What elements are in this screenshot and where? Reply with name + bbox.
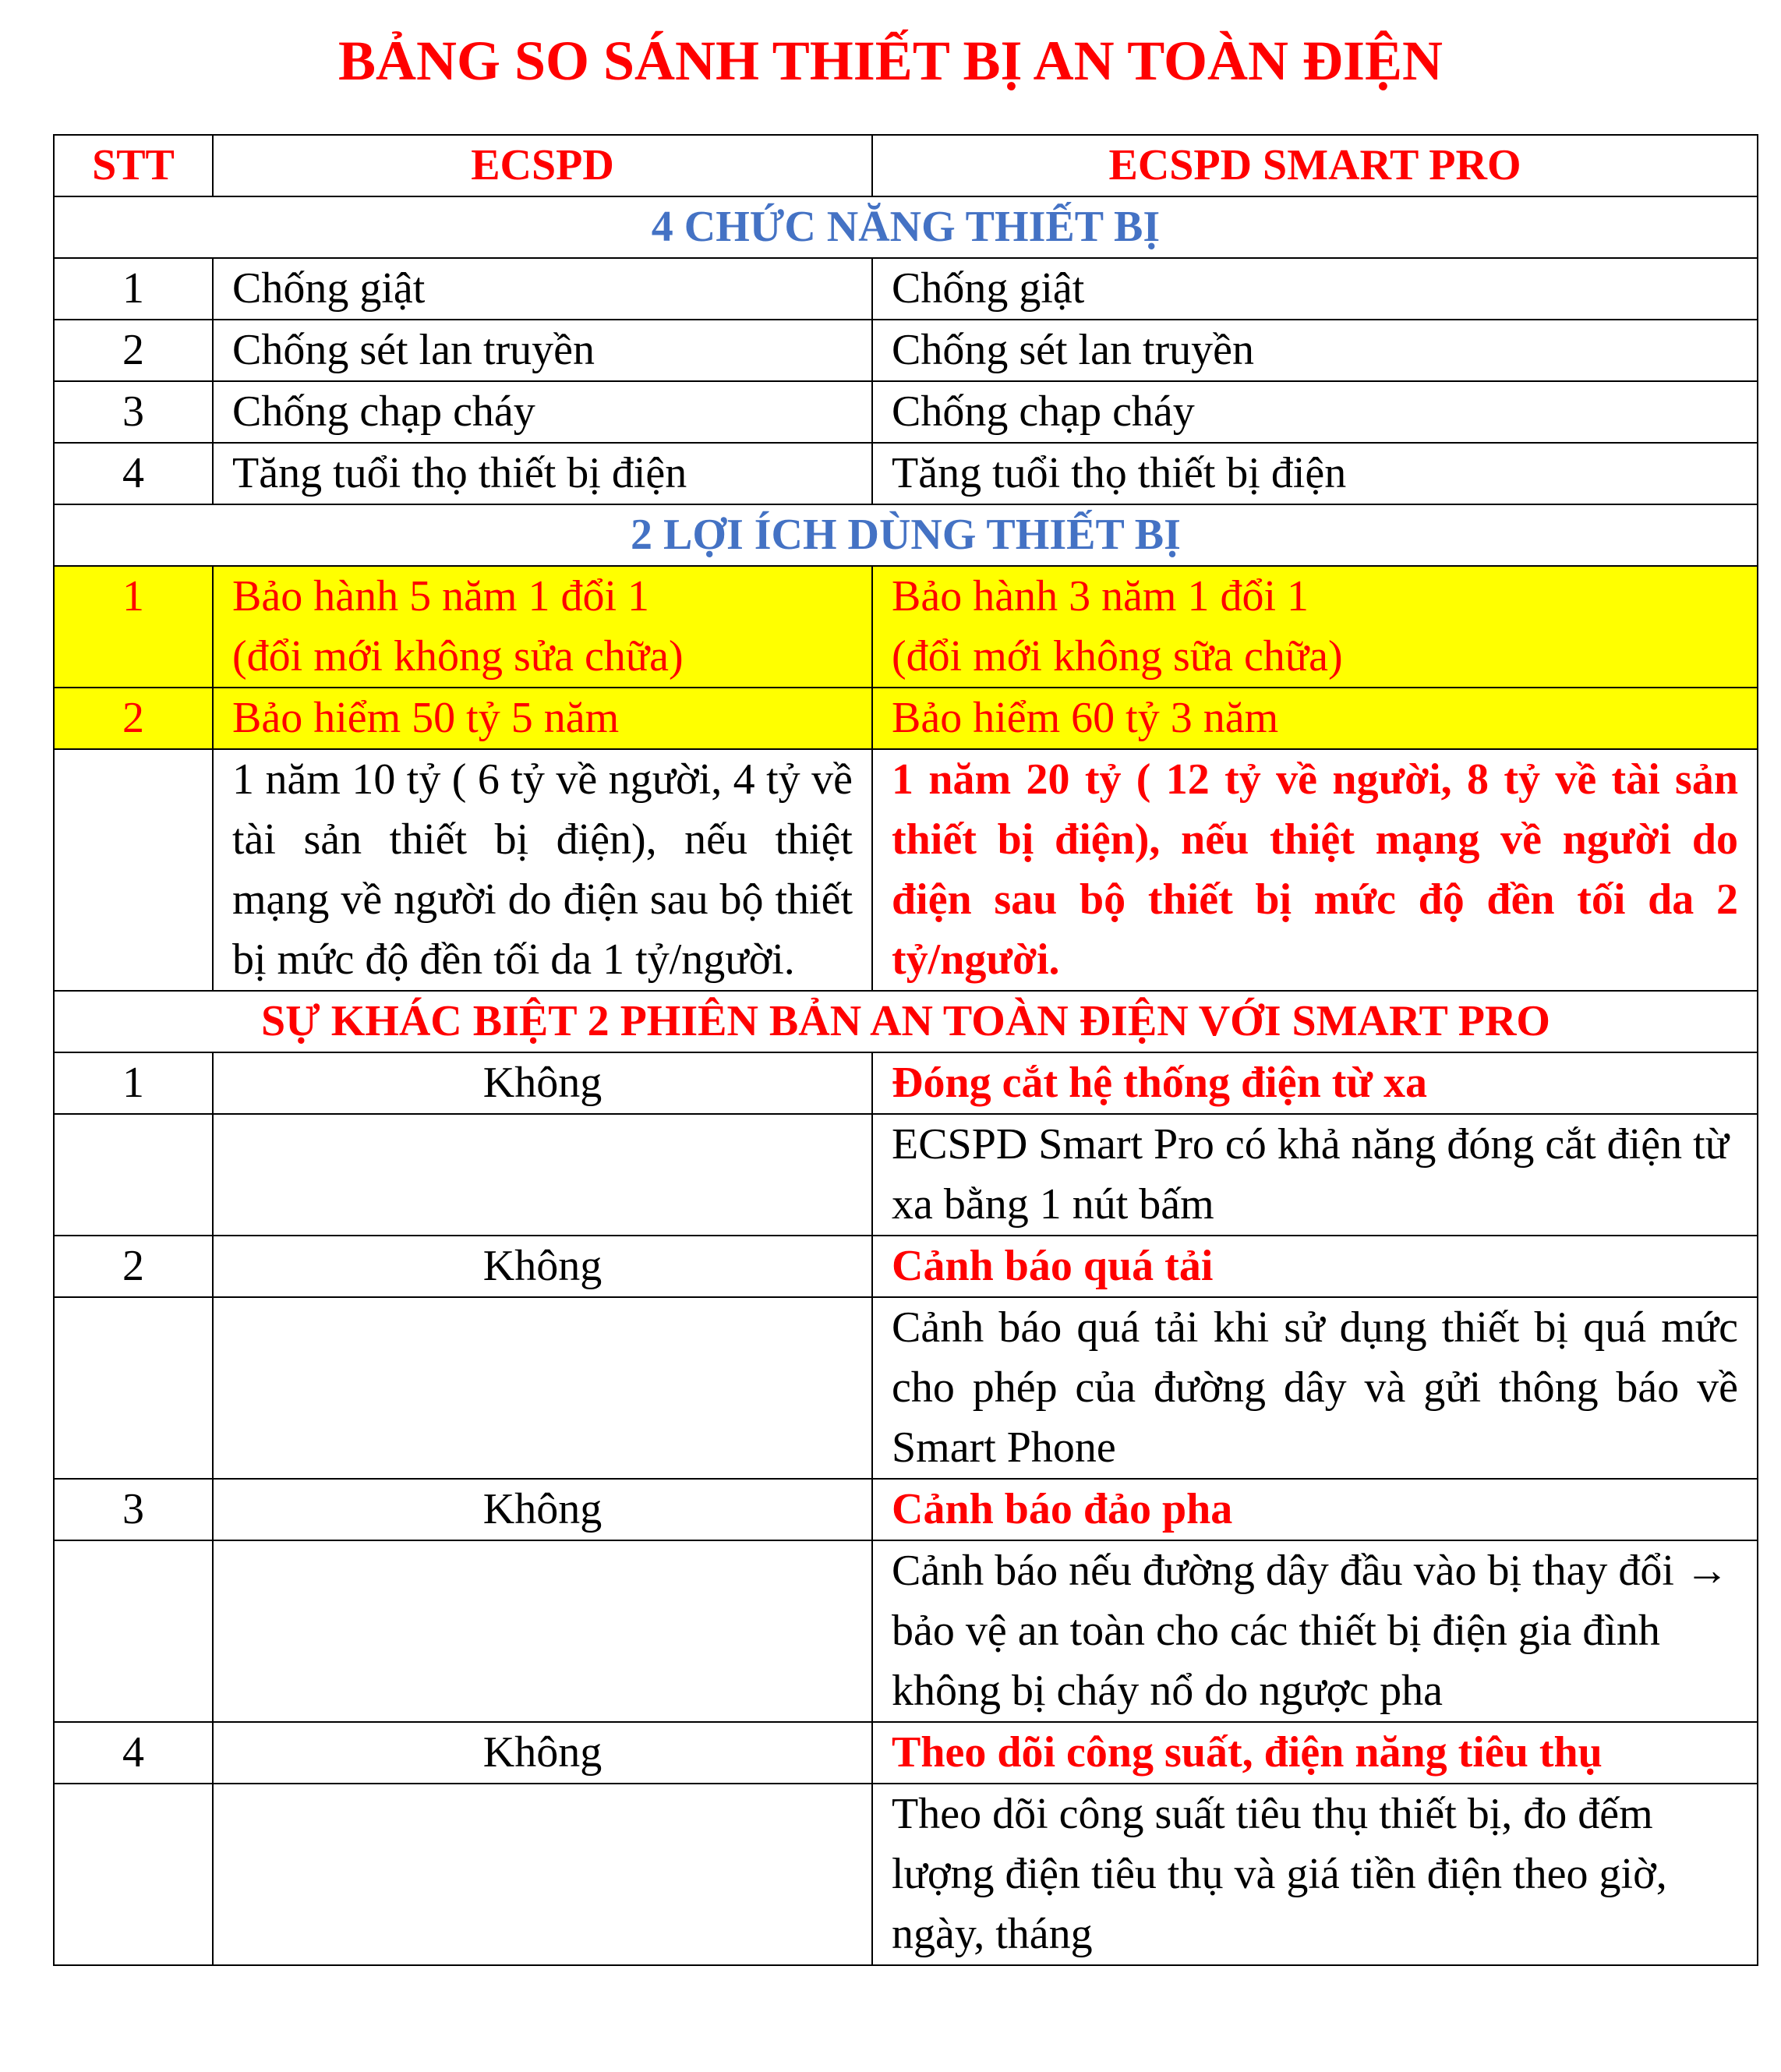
empty-cell	[213, 1114, 872, 1236]
section-benefits-title-row	[54, 504, 1758, 566]
ecspd-cell: Chống chạp cháy	[213, 381, 872, 443]
empty-cell	[213, 1297, 872, 1479]
ecspd-cell: Tăng tuổi thọ thiết bị điện	[213, 443, 872, 504]
table-header-row	[54, 135, 1758, 196]
header-stt: STT	[54, 135, 213, 196]
row-number: 1	[54, 566, 213, 688]
comparison-table	[53, 134, 1758, 1966]
smart-pro-cell: Chống chạp cháy	[872, 381, 1758, 443]
section-functions-title-row	[54, 196, 1758, 258]
insurance-detail-row	[54, 749, 1758, 991]
empty-cell	[54, 1784, 213, 1965]
row-number: 1	[54, 1052, 213, 1114]
warranty-row	[54, 566, 1758, 688]
page-title: BẢNG SO SÁNH THIẾT BỊ AN TOÀN ĐIỆN	[337, 30, 1444, 92]
feature-description: Cảnh báo nếu đường dây đầu vào bị thay đổi → bảo vệ an toàn cho các thiết bị điện gia đình không bị cháy nổ do ngược pha	[872, 1540, 1758, 1722]
table-row	[54, 1236, 1758, 1297]
feature-description: Theo dõi công suất tiêu thụ thiết bị, đo đếm lượng điện tiêu thụ và giá tiền điện theo giờ, ngày, tháng	[872, 1784, 1758, 1965]
section-differences-title-row	[54, 991, 1758, 1052]
empty-cell	[54, 1297, 213, 1479]
ecspd-cell: Chống sét lan truyền	[213, 320, 872, 381]
ecspd-cell: Không	[213, 1236, 872, 1297]
ecspd-cell: Không	[213, 1052, 872, 1114]
ecspd-cell: Không	[213, 1722, 872, 1784]
feature-description: Cảnh báo quá tải khi sử dụng thiết bị quá mức cho phép của đường dây và gửi thông báo về Smart Phone	[872, 1297, 1758, 1479]
ecspd-insurance-detail: 1 năm 10 tỷ ( 6 tỷ về người, 4 tỷ về tài sản thiết bị điện), nếu thiệt mạng về người do điện sau bộ thiết bị mức độ đền tối da 1 tỷ/người.	[213, 749, 872, 991]
table-row	[54, 1784, 1758, 1965]
row-number: 1	[54, 258, 213, 320]
table-row	[54, 1114, 1758, 1236]
empty-cell	[213, 1540, 872, 1722]
table-row	[54, 381, 1758, 443]
ecspd-warranty-line1: Bảo hành 5 năm 1 đổi 1	[232, 572, 650, 621]
ecspd-insurance-cell: Bảo hiểm 50 tỷ 5 năm	[213, 688, 872, 749]
table-row	[54, 1540, 1758, 1722]
table-row	[54, 1479, 1758, 1540]
feature-name: Cảnh báo quá tải	[872, 1236, 1758, 1297]
empty-cell	[54, 749, 213, 991]
empty-cell	[54, 1540, 213, 1722]
ecspd-warranty-line2: (đổi mới không sửa chữa)	[232, 632, 684, 681]
smart-pro-cell: Chống giật	[872, 258, 1758, 320]
smart-pro-warranty-line2: (đổi mới không sữa chữa)	[892, 632, 1343, 681]
row-number: 2	[54, 688, 213, 749]
table-row	[54, 443, 1758, 504]
table-row	[54, 258, 1758, 320]
smart-pro-cell: Chống sét lan truyền	[872, 320, 1758, 381]
table-row	[54, 1052, 1758, 1114]
row-number: 3	[54, 381, 213, 443]
smart-pro-insurance-detail: 1 năm 20 tỷ ( 12 tỷ về người, 8 tỷ về tài sản thiết bị điện), nếu thiệt mạng về người do điện sau bộ thiết bị mức độ đền tối da 2 tỷ/người.	[872, 749, 1758, 991]
table-row	[54, 320, 1758, 381]
header-ecspd-smart-pro: ECSPD SMART PRO	[872, 135, 1758, 196]
smart-pro-warranty-line1: Bảo hành 3 năm 1 đổi 1	[892, 572, 1309, 621]
row-number: 4	[54, 1722, 213, 1784]
feature-name: Cảnh báo đảo pha	[872, 1479, 1758, 1540]
smart-pro-cell: Tăng tuổi thọ thiết bị điện	[872, 443, 1758, 504]
section-benefits-title: 2 LỢI ÍCH DÙNG THIẾT BỊ	[54, 504, 1758, 566]
ecspd-warranty-cell	[213, 566, 872, 688]
empty-cell	[54, 1114, 213, 1236]
row-number: 2	[54, 320, 213, 381]
ecspd-cell: Chống giật	[213, 258, 872, 320]
section-functions-title: 4 CHỨC NĂNG THIẾT BỊ	[54, 196, 1758, 258]
row-number: 4	[54, 443, 213, 504]
section-differences-title: SỰ KHÁC BIỆT 2 PHIÊN BẢN AN TOÀN ĐIỆN VỚI SMART PRO	[54, 991, 1758, 1052]
feature-description: ECSPD Smart Pro có khả năng đóng cắt điện từ xa bằng 1 nút bấm	[872, 1114, 1758, 1236]
smart-pro-warranty-cell	[872, 566, 1758, 688]
smart-pro-insurance-cell: Bảo hiểm 60 tỷ 3 năm	[872, 688, 1758, 749]
ecspd-cell: Không	[213, 1479, 872, 1540]
empty-cell	[213, 1784, 872, 1965]
row-number: 3	[54, 1479, 213, 1540]
table-row	[54, 1297, 1758, 1479]
table-row	[54, 1722, 1758, 1784]
feature-name: Theo dõi công suất, điện năng tiêu thụ	[872, 1722, 1758, 1784]
row-number: 2	[54, 1236, 213, 1297]
feature-name: Đóng cắt hệ thống điện từ xa	[872, 1052, 1758, 1114]
insurance-row	[54, 688, 1758, 749]
header-ecspd: ECSPD	[213, 135, 872, 196]
